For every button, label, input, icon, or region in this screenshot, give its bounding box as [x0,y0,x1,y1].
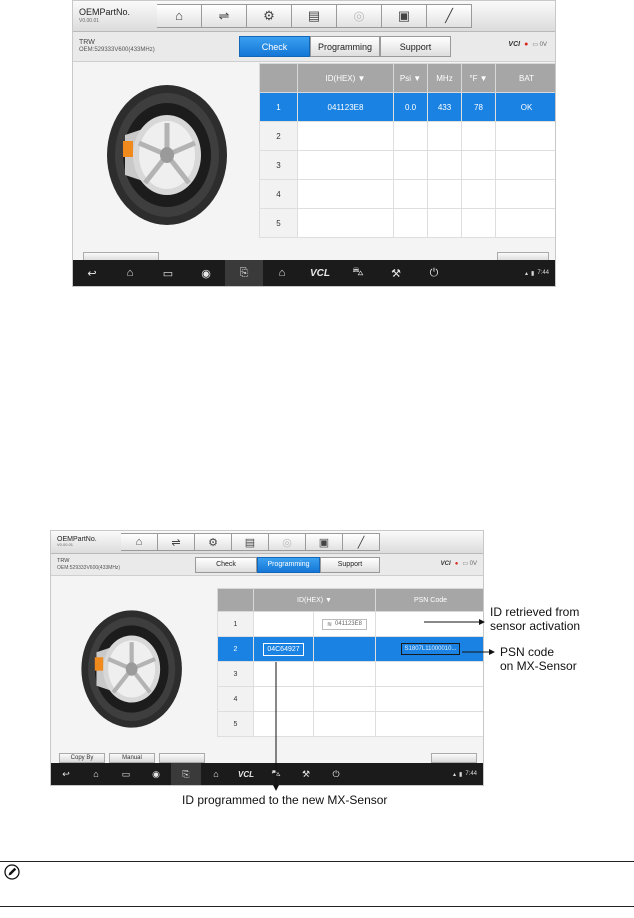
vci-link-icon: ● [524,41,529,48]
tab-check[interactable]: Check [195,557,257,573]
note-top-rule [0,861,634,862]
manual-button[interactable]: Manual [109,753,155,763]
new-id-cell [254,662,314,687]
battery-status [496,180,557,209]
browser-icon[interactable]: ◉ [152,768,160,779]
column-header [218,589,254,612]
edit-icon[interactable]: ╱ [427,4,472,27]
service-icon[interactable]: ⚒ [301,768,311,779]
table-row[interactable] [218,637,485,662]
table-row[interactable] [260,151,557,180]
app-version: V0.00.01 [57,542,74,548]
column-header[interactable]: ID(HEX) ▼ [298,64,394,93]
psn-cell [376,662,485,687]
tab-support[interactable]: Support [380,36,451,57]
battery-status [496,209,557,238]
android-navbar [51,763,483,785]
row-number: 2 [260,122,298,151]
pressure [394,209,428,238]
vci-status [441,560,477,567]
row-number: 3 [260,151,298,180]
save-icon[interactable]: ▣ [382,4,427,27]
column-header[interactable]: °F ▼ [462,64,496,93]
tab-support[interactable]: Support [320,557,380,573]
battery-icon: ▮ [459,771,463,778]
browser-icon[interactable]: ◉ [201,267,211,280]
temperature: 78 [462,93,496,122]
car-icon[interactable]: ⛍ [271,768,281,778]
vci-label: VCI [508,41,521,48]
programmed-id-box: 04C64927 [263,643,303,656]
check-screen [72,0,556,287]
tab-programming[interactable]: Programming [257,557,320,573]
settings-icon[interactable]: ⚙ [195,533,232,550]
row-number: 2 [218,637,254,662]
vehicle-info [73,39,239,54]
vehicle-info [51,558,195,570]
home-nav-icon[interactable]: ⌂ [93,769,99,779]
read-id-cell [314,687,376,712]
row-number: 4 [218,687,254,712]
frequency [428,151,462,180]
psn-code-box: S1807L11000010... [401,643,461,655]
table-header [260,64,557,93]
column-header[interactable]: Psi ▼ [394,64,428,93]
clock: 7:44 [465,771,477,777]
read-id-cell [314,712,376,737]
vehicle-info-bar [73,32,555,62]
vehicle-oem: OEM:529333V600(433MHz) [79,46,155,53]
psn-cell [376,687,485,712]
sensor-id [298,209,394,238]
read-id-cell [314,612,376,637]
frequency [428,209,462,238]
psn-cell [376,612,485,637]
tire-image [105,81,237,229]
function-tabs [195,557,380,573]
status-bar [453,771,483,778]
vehicle-make: TRW [79,39,95,47]
programming-table [217,588,484,737]
sensor-id [298,180,394,209]
tab-programming[interactable]: Programming [310,36,380,57]
status-bar [525,270,555,277]
edit-icon[interactable]: ╱ [343,533,380,550]
help-icon[interactable]: ◎ [337,4,382,27]
help-icon[interactable]: ◎ [269,533,306,550]
app-brand [51,536,121,548]
print-icon[interactable]: ▤ [232,533,269,550]
toolbar [51,531,483,554]
annotation-id-retrieved: ID retrieved from sensor activation [490,605,581,633]
read-id-box: ≋ 041123E8 [322,619,367,630]
signal-icon: ≋ [327,621,333,628]
vehicle-swap-icon[interactable]: ⇌ [202,4,247,27]
settings-icon[interactable]: ⚙ [247,4,292,27]
sensor-id [298,151,394,180]
table-row[interactable] [218,662,485,687]
vci-link-icon: ● [454,560,459,567]
pressure [394,180,428,209]
programming-screen [50,530,484,786]
bottom-right-button[interactable] [431,753,477,763]
read-id-cell [314,662,376,687]
column-header: BAT [496,64,557,93]
vehicle-oem: OEM:529333V600(433MHz) [57,564,121,571]
temperature [462,180,496,209]
new-id-cell [254,612,314,637]
recent-apps-icon[interactable]: ▭ [121,768,131,779]
recent-apps-icon[interactable]: ▭ [162,267,174,280]
battery-voltage: ▭ 0V [532,42,547,48]
frequency [428,180,462,209]
pressure: 0.0 [394,93,428,122]
vehicle-swap-icon[interactable]: ⇌ [158,533,195,550]
psn-cell [376,637,485,662]
tab-check[interactable]: Check [239,36,310,57]
battery-voltage: ▭ 0V [462,561,477,567]
service-icon[interactable]: ⚒ [391,267,401,280]
row-number: 4 [260,180,298,209]
vcl-icon[interactable]: VCL [310,267,330,279]
pressure [394,151,428,180]
app-version: V0.00.01 [79,17,100,24]
row-number: 3 [218,662,254,687]
row-number: 5 [218,712,254,737]
annotation-id-programmed: ID programmed to the new MX-Sensor [182,793,388,807]
temperature [462,122,496,151]
table-row[interactable] [260,209,557,238]
vci-label: VCI [440,560,451,567]
clock: 7:44 [537,270,549,276]
wifi-icon: ▴ [452,771,456,778]
column-header[interactable]: ID(HEX) ▼ [254,589,376,612]
update-icon[interactable]: ⏻ [332,768,340,779]
annotation-psn-code: PSN code on MX-Sensor [500,645,577,673]
new-id-cell [254,712,314,737]
app-title: OEMPartNo. [57,535,97,543]
table-row[interactable] [218,712,485,737]
app-title: OEMPartNo. [79,7,131,18]
battery-status [496,151,557,180]
print-icon[interactable]: ▤ [292,4,337,27]
screenshot-icon[interactable]: ⎘ [171,763,201,785]
battery-status: OK [496,93,557,122]
maxisys-home-icon[interactable]: ⌂ [278,267,286,279]
function-tabs [239,36,451,57]
sensor-highlight [95,657,103,670]
bottom-button[interactable] [159,753,205,763]
table-row[interactable] [260,93,557,122]
frequency [428,122,462,151]
vci-status [508,41,547,48]
copy-by-button[interactable]: Copy By [59,753,105,763]
vehicle-make: TRW [57,558,70,565]
home-icon[interactable]: ⌂ [157,4,202,27]
battery-status [496,122,557,151]
table-row[interactable] [260,180,557,209]
update-icon[interactable]: ⏻ [429,266,439,279]
psn-cell [376,712,485,737]
app-brand [73,8,157,24]
wifi-icon: ▴ [524,270,528,277]
row-number: 1 [218,612,254,637]
battery-icon: ▮ [531,270,535,277]
table-header [218,589,485,612]
table-row[interactable] [218,687,485,712]
row-number: 5 [260,209,298,238]
frequency: 433 [428,93,462,122]
maxisys-home-icon[interactable]: ⌂ [213,769,219,779]
sensor-id [298,122,394,151]
new-id-cell [254,637,314,662]
table-row[interactable] [260,122,557,151]
home-nav-icon[interactable]: ⌂ [126,267,134,279]
screenshot-icon[interactable]: ⎘ [225,260,263,286]
back-icon[interactable]: ↩ [87,267,97,280]
vcl-icon[interactable]: VCL [238,769,254,779]
android-navbar [73,260,555,286]
vehicle-info-bar [51,554,483,576]
save-icon[interactable]: ▣ [306,533,343,550]
table-row[interactable] [218,612,485,637]
column-header [260,64,298,93]
pencil-note-icon [4,864,20,880]
note-bottom-rule [0,906,634,907]
sensor-table [259,63,556,238]
toolbar [73,1,555,32]
temperature [462,209,496,238]
row-number: 1 [260,93,298,122]
back-icon[interactable]: ↩ [62,768,70,779]
new-id-cell [254,687,314,712]
home-icon[interactable]: ⌂ [121,533,158,550]
tire-image [79,607,191,731]
sensor-id: 041123E8 [298,93,394,122]
temperature [462,151,496,180]
sensor-highlight [123,141,133,157]
column-header: MHz [428,64,462,93]
pressure [394,122,428,151]
car-icon[interactable]: ⛍ [352,266,364,278]
column-header: PSN Code [376,589,485,612]
read-id-cell [314,637,376,662]
